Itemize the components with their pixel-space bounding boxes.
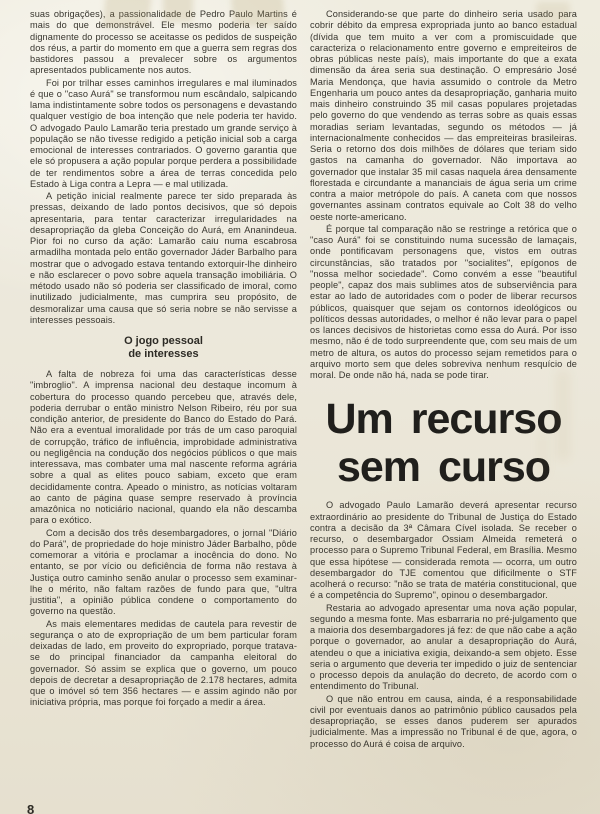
article-paragraph: As mais elementares medidas de cautela para revestir de segurança o ato de expropriação de um bem particular foram deixadas de lado, em proveito do expropriado, porque tratava-se do principal financiador da campanha eleitoral do governador. Só assim se explica que o governo, um pouco depois de decretar a desapropriação de 2.178 hectares, admita que o imóvel só tem 356 hectares — e assim agindo não por iniciativa própria, mas porque foi forçado a medir a área. [30,618,297,708]
headline-line: Um recurso [325,395,562,444]
article-paragraph: O advogado Paulo Lamarão deverá apresentar recurso extraordinário ao presidente do Tribunal de Justiça do Estado contra a decisão da 3ª Câmara Cível isolada. Se receber o recurso, o desembargador Ossiam Almeida remeterá o processo para o Supremo Tribunal Federal, em Brasília. Mesmo que essa hipótese — considerada remota — ocorra, um outro desembargador do TJE comentou que dificilmente o STF acolherá o recurso: "não se trata de matéria constitucional, que é a competência do Supremo", opinou o desembargador. [310,500,577,601]
article-paragraph: É porque tal comparação não se restringe a retórica que o "caso Aurá" foi se constituindo numa sucessão de lamaçais, onde pontificavam personagens que, vistos em outras circunstâncias, são tratados por "socialites", epígonos de "nossa melhor sociedade". Como convém a esse "beautiful people", capaz dos mais sublimes atos de subserviência para estar ao lado de autoridades com o poder de liberar recursos públicos, quaisquer que sejam os contornos ideológicos ou políticos dessas autoridades, o melhor é não levar para o papel os lances decisivos de historietas como essa do Aurá. Por isso mesmo, não é de todo surpreendente que, com seu mais de um metro de altura, os autos do processo sejam remetidos para o arquivo morto sem que deles sobreviva nenhum resquício de moral. De onde não há, nada se pode tirar. [310,223,577,380]
article-paragraph: suas obrigações), a passionalidade de Pedro Paulo Martins é mais do que demonstrável. Ele mesmo poderia ter saído dignamente do processo se aceitasse os pedidos de suspeição dos réus, a partir do momento em que a guerra sem regras dos bastidores passou a prevalecer sobre os argumentos apresentados publicamente nos autos. [30,9,297,76]
right-column [310,9,577,751]
article-paragraph: Considerando-se que parte do dinheiro seria usado para cobrir débito da empresa expropriada junto ao banco estadual (dívida que tem muito a ver com a promiscuidade que caracteriza o relacionamento entre governo e empreiteiros de obras públicas neste país), mais importante do que a exata dimensão da área seria sua destinação. O empresário José Maria Mendonça, que havia assumido o controle da Metro Engenharia um pouco antes da desapropriação, ganharia muito mais dinheiro construindo 35 mil casas populares projetadas pelo governo do que vendendo as terras sobre as quais essas moradias seriam levantadas, segundo os métodos — já internacionalmente conhecidos — das empreiteiras brasileiras. Seria o retorno dos dois milhões de dólares que teriam sido gastos na camanha do governador. Não importava ao governador que instalar 35 mil casas naquela área densamente florestada e circundante a mananciais de água seria um crime contra a maior metrópole do país. A caneta com que nossos governantes assinam contratos equivale ao Colt 38 do velho oeste norte-americano. [310,9,577,222]
article-paragraph: Com a decisão dos três desembargadores, o jornal "Diário do Pará", de propriedade do hoje ministro Jáder Barbalho, pôde comemorar a vitória e proclamar a inocência do dono. No entanto, se por vício ou deficiência de forma não restava à Justiça outro caminho senão anular o processo sem examinar-lhe o mérito, não faltam razões de fundo para que, "ultra justitia", a opinião pública condene o comportamento do governo na questão. [30,527,297,617]
article-paragraph: Restaria ao advogado apresentar uma nova ação popular, segundo a mesma fonte. Mas esbarraria no pré-julgamento que a maioria dos desembargadores já fez: de que não cabe a ação porque o governador, ao anular a desapropriação do Aurá, atendeu o que a iniciativa exigia, deixando-a sem objeto. Esse seria o argumento que deveria ter impedido o juiz de sentenciar o processo depois da anulação do decreto, de acordo com o entendimento do Tribunal. [310,602,577,692]
two-column-layout [30,9,576,751]
article-paragraph: O que não entrou em causa, ainda, é a responsabilidade civil por eventuais danos ao patrimônio público causados pela desapropriação, se esses danos puderem ser apurados judicialmente. Mas a impressão no Tribunal é de que, agora, o processo do Aurá é coisa de arquivo. [310,693,577,749]
headline-line: sem curso [336,443,551,492]
article-paragraph: Foi por trilhar esses caminhos irregulares e mal iluminados é que o "caso Aurá" se transformou num escândalo, salpicando lama indistintamente sobre todos os personagens e devastando qualquer vestígio de boa intenção que nele poderia ter havido. O advogado Paulo Lamarão teria prestado um grande serviço à população se não tivesse redigido a petição inicial sob a carga emocional de interesses contrariados. O governo garantia que ele só propusera a ação popular porque perdera a possibilidade de ter rendimentos sobre a área de terras concedida pelo Estado à Liga contra a Lepra — e mal utilizada. [30,77,297,189]
subheading-line: O jogo pessoal [124,335,203,347]
article-headline [310,395,577,491]
article-paragraph: A falta de nobreza foi uma das características desse "imbroglio". A imprensa nacional deu destaque incomum à cobertura do processo quando percebeu que, através dele, poderia derrubar o então ministro Nelson Ribeiro, réu por sua condição anterior, de presidente do Banco do Estado do Pará. Não era a eventual imoralidade por trás de um caso paroquial de corrupção, tráfico de influência, improbidade administrativa ou negligência na condução dos negócios públicos o que mais interessava, mas combater uma mal nascente reforma agrária sobre a qual as elites pouco sabiam, exceto que eram decididamente contra. Apeado o ministro, as notícias voltaram ao canto de página quase sempre reservado à província amazônica no noticiário nacional, quando ela não descamba para o exótico. [30,369,297,526]
article-paragraph: A petição inicial realmente parece ter sido preparada às pressas, deixando de lado pontos decisivos, que só depois apresentaria, para tentar caracterizar irregularidades na desapropriação da gleba Conceição do Aurá, em Ananindeua. Pior foi no curso da ação: Lamarão caiu numa escabrosa armadilha montada pelo então governador Jáder Barbalho para mostrar que o advogado estava tentando extorquir-lhe dinheiro e não esclarecer o povo sobre aquela transação imobiliária. O método usado não só poderia ser classificado de imoral, como inutilizado judicialmente, mas cumprira seu propósito, de desmoralizar uma causa que só seria nobre se não servisse a interesses pessoais. [30,191,297,325]
left-column [30,9,297,751]
page-number: 8 [27,802,35,814]
section-subheading [30,335,297,361]
subheading-line: de interesses [128,348,199,360]
